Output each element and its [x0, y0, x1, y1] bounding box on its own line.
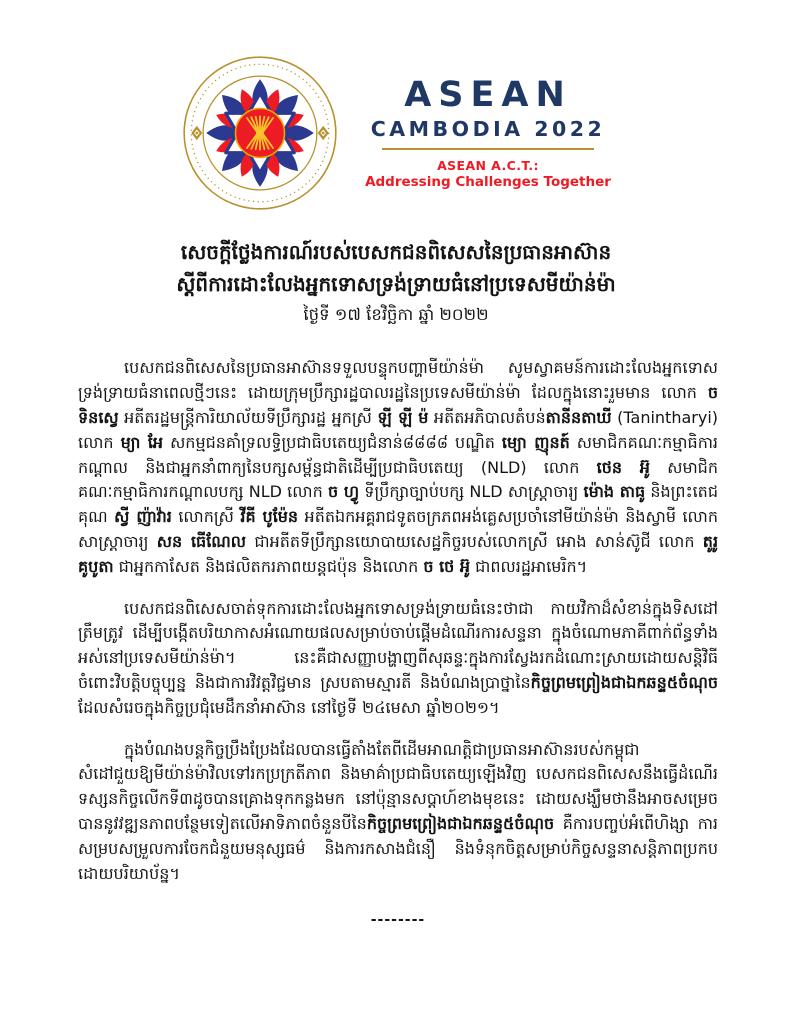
- logo-text-block: [365, 76, 611, 189]
- bold-five-point-consensus: កិច្ចព្រមព្រៀងជាឯកឆន្ទ៥ចំណុច: [366, 813, 555, 833]
- paragraph-1: [78, 356, 718, 579]
- logo-cambodia-2022: CAMBODIA 2022: [370, 116, 606, 141]
- paragraph-2: [78, 597, 718, 721]
- logo-tagline-act: ASEAN A.C.T.:: [437, 157, 539, 173]
- text-segment: អតីតរដ្ឋមន្ត្រីការិយាល័យទីប្រឹក្សារដ្ឋ អ្នកស្រី: [118, 407, 378, 427]
- statement-title: [0, 236, 792, 328]
- bold-name-segment: ឡី ឡី ម៉: [377, 407, 429, 427]
- text-segment: អតីតឯកអគ្គរាជទូតចក្រភពអង់គ្លេសប្រចាំនៅមីយ៉ាន់ម៉ា និងស្វាមី លោកសាស្ត្រាចារ្យ: [78, 507, 719, 551]
- asean-emblem-icon: [181, 54, 339, 212]
- text-segment: សកម្មជនគាំទ្រលទ្ធិប្រជាធិបតេយ្យជំនាន់៨៨៨៨ បណ្ឌិត: [163, 432, 502, 452]
- bold-name-segment: ម៉ោង តាធូ: [583, 482, 646, 502]
- footer-separator: --------: [370, 912, 426, 929]
- bold-name-segment: ច ហ្វូ: [327, 482, 360, 502]
- bold-name-segment: ច ថេ អ៊ូ: [423, 556, 471, 576]
- text-segment: ជាអ្នកកាសែត និងផលិតករភាពយន្តជប៉ុន និងលោក: [113, 556, 424, 576]
- title-line-1: សេចក្តីថ្លែងការណ៍របស់បេសកជនពិសេសនៃប្រធានអាស៊ាន: [180, 240, 612, 264]
- text-segment: គឺការបញ្ចប់អំពើហិង្សា ការសម្របសម្រួលការចែកជំនួយមនុស្សធម៌ និងការកសាងជំនឿ និងទំនុកចិត្តសម្រាប់កិច្ចសន្ទនាសន្តិភាពប្រកបដោយបរិយាប័ន្ន។: [78, 813, 718, 883]
- text-segment: ទីប្រឹក្សាច្បាប់បក្ស NLD សាស្ត្រាចារ្យ: [359, 482, 584, 502]
- logo-tagline-addressing: Addressing Challenges Together: [365, 173, 611, 190]
- bold-name-segment: ម្យោ ញុនត៍: [501, 432, 570, 452]
- text-segment: បេសកជនពិសេសនៃប្រធានអាស៊ានទទួលបន្ទុកបញ្ហាមីយ៉ាន់ម៉ា សូមស្វាគមន៍ការដោះលែងអ្នកទោសទ្រង់ទ្រាយធំនាពេលថ្មីៗនេះ ដោយក្រុមប្រឹក្សារដ្ឋបាលរដ្ឋនៃប្រទេសមីយ៉ាន់ម៉ា ដែលក្នុងនោះរួមមាន លោក: [78, 358, 718, 403]
- paragraph-3: [78, 738, 718, 887]
- logo-divider: [382, 148, 594, 150]
- statement-body: [0, 356, 792, 928]
- bold-name-segment: សន ធើណែល: [156, 531, 247, 551]
- bold-name-segment: វីគី បូម៉ែន: [240, 507, 299, 527]
- text-segment: បេសកជនពិសេសចាត់ទុកការដោះលែងអ្នកទោសទ្រង់ទ្រាយធំនេះថាជា កាយវិកាដ៏សំខាន់ក្នុងទិសដៅត្រឹមត្រូវ ដើម្បីបង្កើតបរិយាកាសអំណោយផលសម្រាប់ចាប់ផ្តើមដំណើរការសន្ទនា ក្នុងចំណោមភាគីពាក់ព័ន្ធទាំងអស់នៅប្រទេសមីយ៉ាន់ម៉ា។ នេះគឺជាសញ្ញាបង្ហាញពីសុឆន្ទៈក្នុងការស្វែងរកដំណោះស្រាយដោយសន្តិវិធីចំពោះវិបត្តិបច្ចុប្បន្ន និងជាការវិវត្តវិជ្ជមាន ស្របតាមស្មារតី និងបំណងប្រាថ្នានៃ: [78, 598, 718, 692]
- text-segment: និងព្រះតេជគុណ: [78, 482, 718, 527]
- title-line-2: ស្តីពីការដោះលែងអ្នកទោសទ្រង់ទ្រាយធំនៅប្រទេសមីយ៉ាន់ម៉ា: [176, 272, 616, 296]
- bold-name-segment: ច ទិនស្វេ: [78, 383, 718, 427]
- text-segment: ក្នុងបំណងបន្តកិច្ចប្រឹងប្រែងដែលបានធ្វើតាំងតែពីដើមអាណត្តិជាប្រធានអាស៊ានរបស់កម្ពុជា សំដៅជួយឱ្យមីយ៉ាន់ម៉ាវិលទៅរកប្រក្រតីភាព និងមាគ៌ាប្រជាធិបតេយ្យឡើងវិញ បេសកជនពិសេសនឹងធ្វើដំណើរទស្សនកិច្ចលើកទី៣ដូចបានគ្រោងទុកកន្លងមក នៅប៉ុន្មានសប្តាហ៍ខាងមុខនេះ ដោយសង្ឃឹមថានឹងអាចសម្រេចបាននូវវឌ្ឍនភាពបន្ថែមទៀតលើអាទិភាពចំនួនបីនៃ: [78, 739, 718, 833]
- bold-name-segment: ស្វី ញ៉ាវ៉ារ: [114, 507, 172, 527]
- title-date: ថ្ងៃទី ១៧ ខែវិច្ឆិកា ឆ្នាំ ២០២២: [303, 305, 489, 324]
- text-segment: សមាជិកគណៈកម្មាធិការកណ្តាល និងជាអ្នកនាំពាក្យនៃបក្សសម្ព័ន្ធជាតិដើម្បីប្រជាធិបតេយ្យ (NLD) លោក: [78, 432, 719, 477]
- bold-name-segment: តានីនតាឃី: [545, 407, 612, 427]
- text-segment: ដែលសំរេចក្នុងកិច្ចប្រជុំមេដឹកនាំអាស៊ាន នៅថ្ងៃទី ២៤មេសា ឆ្នាំ២០២១។: [78, 697, 500, 717]
- text-segment: អតីតអភិបាលតំបន់: [428, 407, 546, 427]
- text-segment: សមាជិកគណៈកម្មាធិការកណ្តាលបក្ស NLD លោក: [78, 457, 718, 502]
- text-segment: លោកស្រី: [171, 507, 241, 527]
- asean-cambodia-2022-logo: [0, 54, 792, 212]
- bold-name-segment: ថេន អ៊ូ: [596, 457, 650, 477]
- bold-name-segment: ម្យា អែ: [120, 432, 164, 452]
- text-segment: (Tanintharyi) លោក: [78, 407, 719, 452]
- bold-name-segment: តូរូ គូបូតា: [78, 531, 719, 576]
- bold-five-point-consensus: កិច្ចព្រមព្រៀងជាឯកឆន្ទ៥ចំណុច: [530, 672, 718, 692]
- text-segment: ជាអតីតទីប្រឹក្សានយោបាយសេដ្ឋកិច្ចរបស់លោកស្រី អោង សាន់ស៊ូជី លោក: [246, 531, 703, 551]
- logo-asean-wordmark: ASEAN: [404, 75, 572, 116]
- text-segment: ជាពលរដ្ឋអាមេរិក។: [470, 556, 588, 576]
